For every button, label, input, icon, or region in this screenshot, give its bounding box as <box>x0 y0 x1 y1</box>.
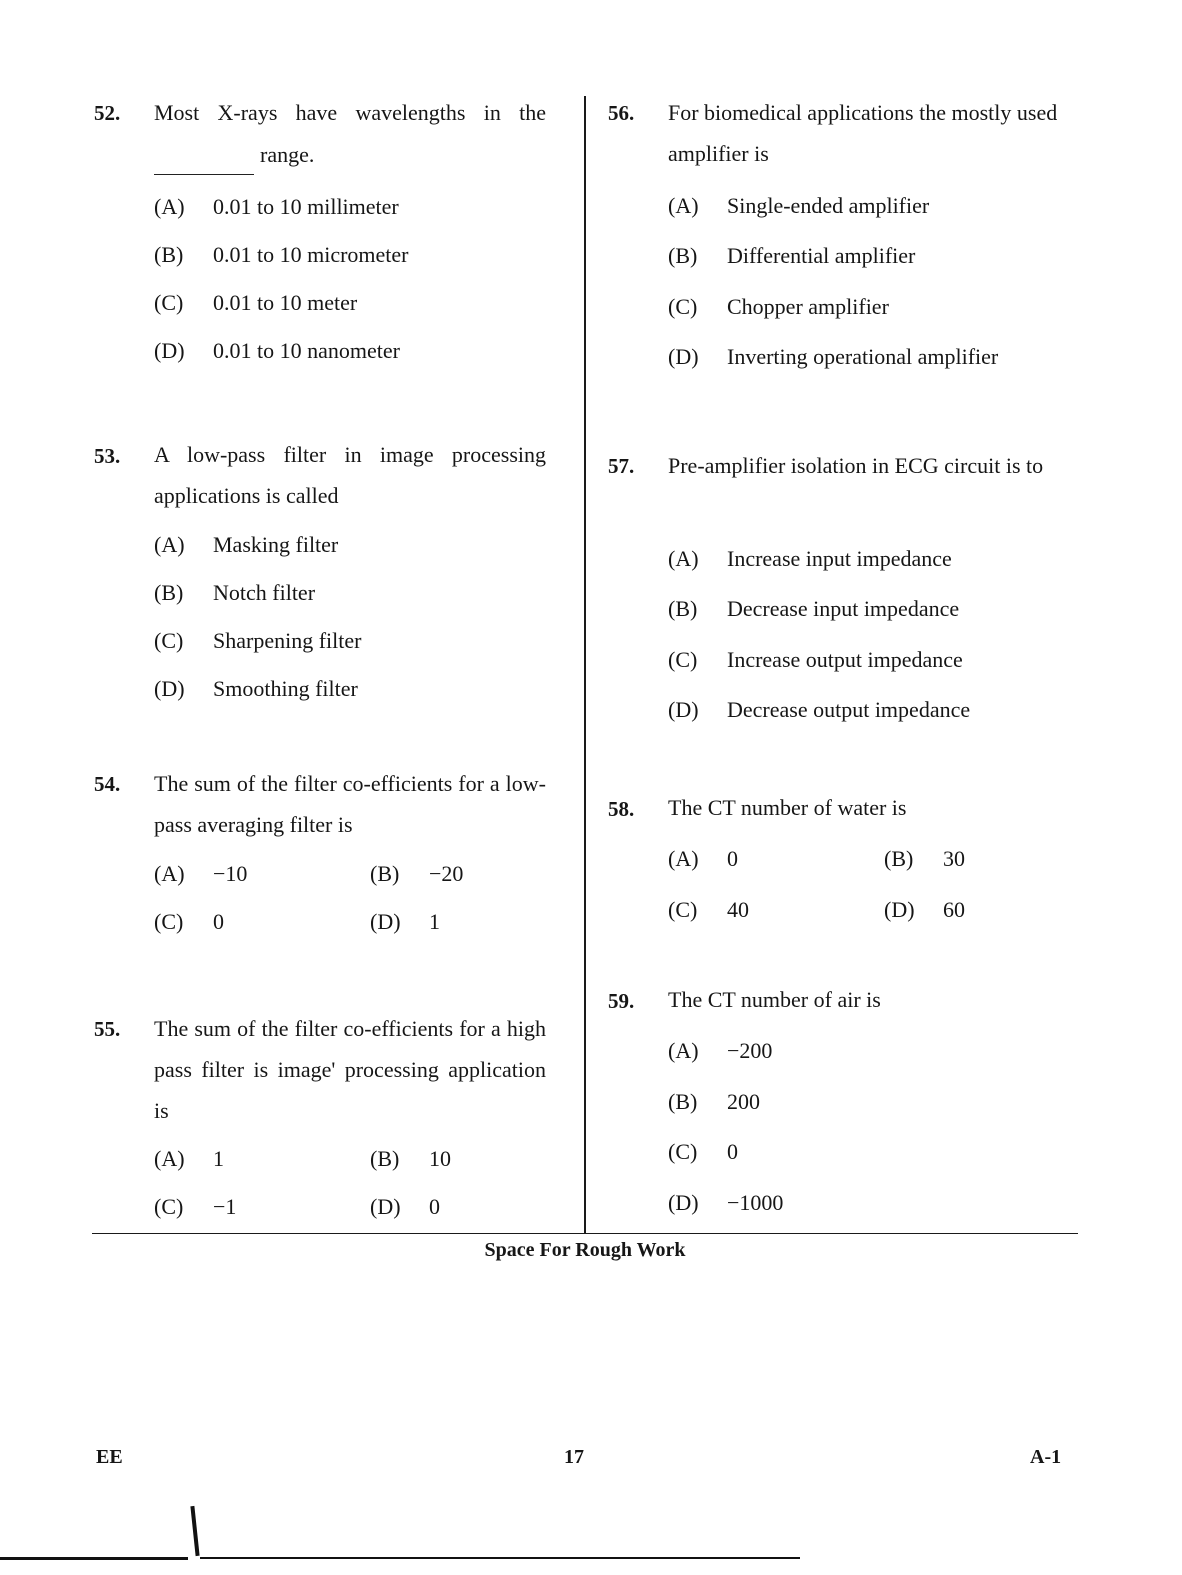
option-c[interactable]: (C) 0 <box>154 909 224 934</box>
option-b[interactable]: (B) Differential amplifier <box>668 243 916 268</box>
option-a[interactable]: (A) 0.01 to 10 millimeter <box>154 194 399 219</box>
question-number: 53. <box>94 444 121 468</box>
option-a[interactable]: (A) Increase input impedance <box>668 546 952 571</box>
option-b[interactable]: (B) 0.01 to 10 micrometer <box>154 242 409 267</box>
option-c[interactable]: (C) 0 <box>668 1139 738 1164</box>
option-d[interactable]: (D) 0 <box>370 1194 440 1219</box>
option-d[interactable]: (D) 60 <box>884 897 965 922</box>
page-number: 17 <box>564 1446 584 1468</box>
option-d[interactable]: (D) 0.01 to 10 nanometer <box>154 338 400 363</box>
option-c[interactable]: (C) −1 <box>154 1194 237 1219</box>
footer-series-code: A-1 <box>1030 1446 1062 1468</box>
option-a[interactable]: (A) −200 <box>668 1038 773 1063</box>
question-number: 57. <box>608 454 635 478</box>
question-text: A low-pass filter in image processing applications is called <box>154 442 546 508</box>
question-text: The CT number of water is <box>668 795 907 820</box>
option-c[interactable]: (C) 0.01 to 10 meter <box>154 290 358 315</box>
option-b[interactable]: (B) Notch filter <box>154 580 316 605</box>
option-c[interactable]: (C) Increase output impedance <box>668 647 963 672</box>
option-d[interactable]: (D) Inverting operational amplifier <box>668 344 999 369</box>
option-a[interactable]: (A) Single-ended amplifier <box>668 193 930 218</box>
scan-edge-line <box>0 1557 188 1560</box>
option-a[interactable]: (A) −10 <box>154 861 248 886</box>
option-a[interactable]: (A) 1 <box>154 1146 224 1171</box>
question-number: 59. <box>608 989 635 1013</box>
option-a[interactable]: (A) 0 <box>668 846 738 871</box>
question-text: The sum of the filter co-efficients for a high pass filter is image' processing application is <box>154 1016 546 1123</box>
option-d[interactable]: (D) 1 <box>370 909 440 934</box>
question-number: 56. <box>608 101 635 125</box>
question-text: The sum of the filter co-efficients for a low-pass averaging filter is <box>154 771 546 837</box>
footer-subject-code: EE <box>96 1446 123 1468</box>
option-c[interactable]: (C) Sharpening filter <box>154 628 362 653</box>
question-number: 52. <box>94 101 121 125</box>
question-text: Pre-amplifier isolation in ECG circuit is to <box>668 453 1044 478</box>
option-c[interactable]: (C) Chopper amplifier <box>668 294 889 319</box>
rough-work-divider <box>92 1233 1078 1234</box>
option-a[interactable]: (A) Masking filter <box>154 532 339 557</box>
option-d[interactable]: (D) −1000 <box>668 1190 784 1215</box>
question-number: 54. <box>94 772 121 796</box>
question-text: The CT number of air is <box>668 987 881 1012</box>
option-b[interactable]: (B) 30 <box>884 846 965 871</box>
option-d[interactable]: (D) Smoothing filter <box>154 676 358 701</box>
question-text-continued: range. <box>154 134 314 175</box>
question-number: 55. <box>94 1017 121 1041</box>
column-divider <box>584 96 586 1233</box>
option-d[interactable]: (D) Decrease output impedance <box>668 697 971 722</box>
option-b[interactable]: (B) 200 <box>668 1089 760 1114</box>
question-number: 58. <box>608 797 635 821</box>
option-c[interactable]: (C) 40 <box>668 897 749 922</box>
option-b[interactable]: (B) 10 <box>370 1146 451 1171</box>
answer-blank <box>154 150 254 175</box>
option-b[interactable]: (B) −20 <box>370 861 464 886</box>
scan-mark <box>190 1506 199 1556</box>
question-text: For biomedical applications the mostly used amplifier is <box>668 100 1058 166</box>
rough-work-heading: Space For Rough Work <box>484 1239 686 1261</box>
option-b[interactable]: (B) Decrease input impedance <box>668 596 960 621</box>
question-text: Most X-rays have wavelengths in the <box>154 100 546 125</box>
scan-edge-line <box>200 1557 800 1559</box>
